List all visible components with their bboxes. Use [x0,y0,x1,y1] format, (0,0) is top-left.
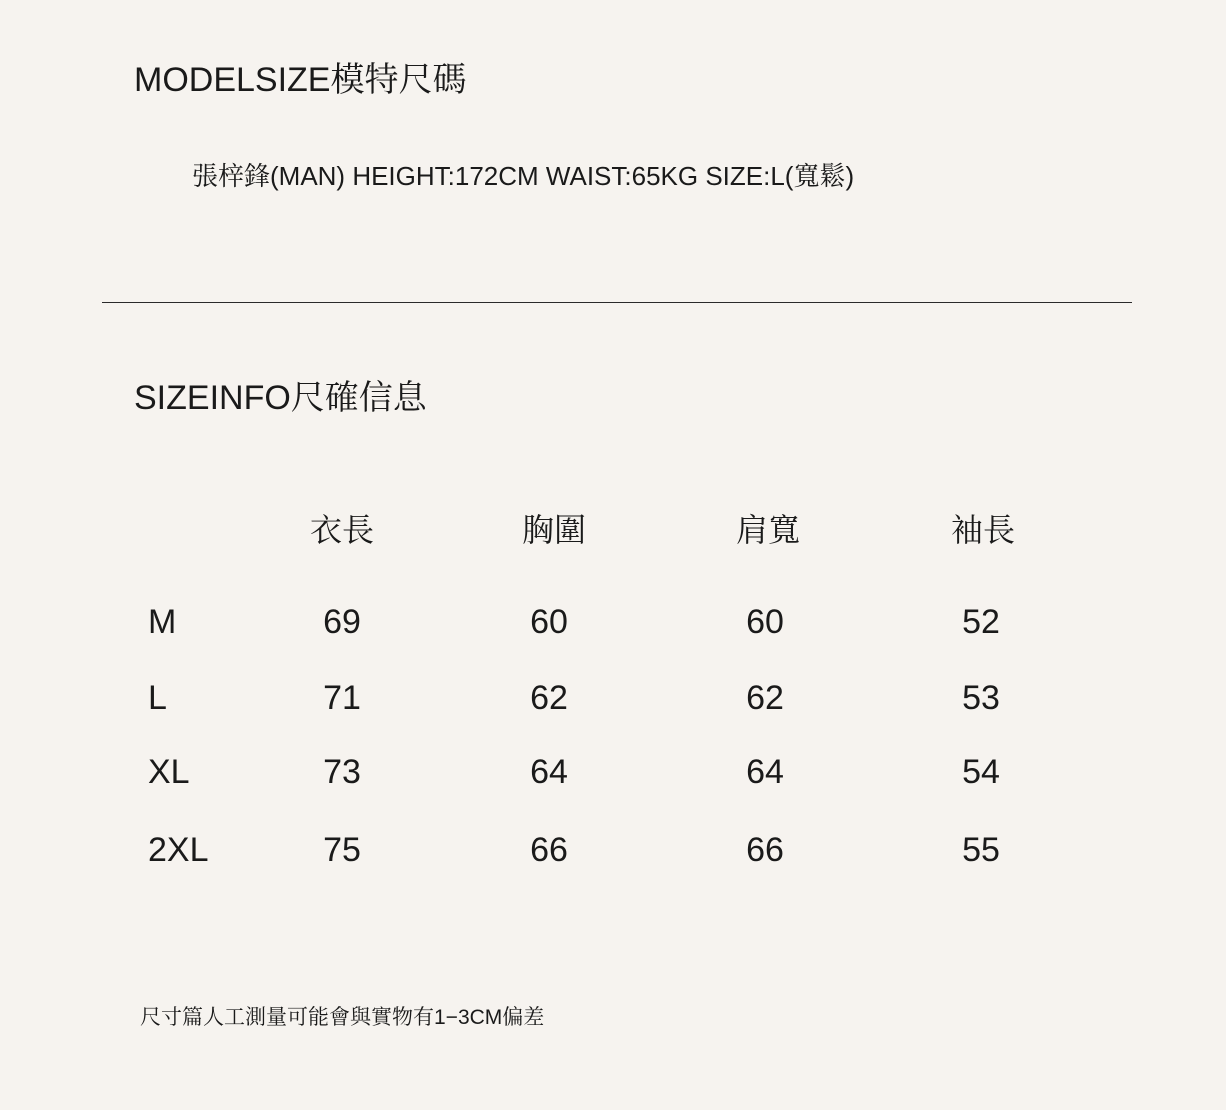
table-cell: 75 [323,831,361,869]
row-label-size: L [148,679,167,717]
table-cell: 64 [530,753,568,791]
table-cell: 52 [962,603,1000,641]
table-cell: 66 [746,831,784,869]
column-header-sleeve: 袖長 [950,512,1015,548]
measurement-note: 尺寸篇人工測量可能會與實物有1−3CM偏差 [140,1006,545,1029]
column-header-length: 衣長 [309,512,374,548]
table-cell: 60 [746,603,784,641]
size-info-title: SIZEINFO尺確信息 [134,379,427,417]
column-header-shoulder: 肩寬 [735,512,800,548]
table-cell: 62 [746,679,784,717]
row-label-size: XL [148,753,190,791]
table-cell: 53 [962,679,1000,717]
table-cell: 62 [530,679,568,717]
model-details: 張梓鋒(MAN) HEIGHT:172CM WAIST:65KG SIZE:L(寬鬆) [192,161,855,191]
section-divider [102,302,1132,303]
table-cell: 73 [323,753,361,791]
row-label-size: M [148,603,177,641]
table-cell: 71 [323,679,361,717]
model-size-title: MODELSIZE模特尺碼 [134,61,467,99]
row-label-size: 2XL [148,831,209,869]
table-cell: 55 [962,831,1000,869]
table-cell: 60 [530,603,568,641]
table-cell: 69 [323,603,361,641]
table-cell: 66 [530,831,568,869]
column-header-chest: 胸圍 [521,512,586,548]
table-cell: 64 [746,753,784,791]
table-cell: 54 [962,753,1000,791]
